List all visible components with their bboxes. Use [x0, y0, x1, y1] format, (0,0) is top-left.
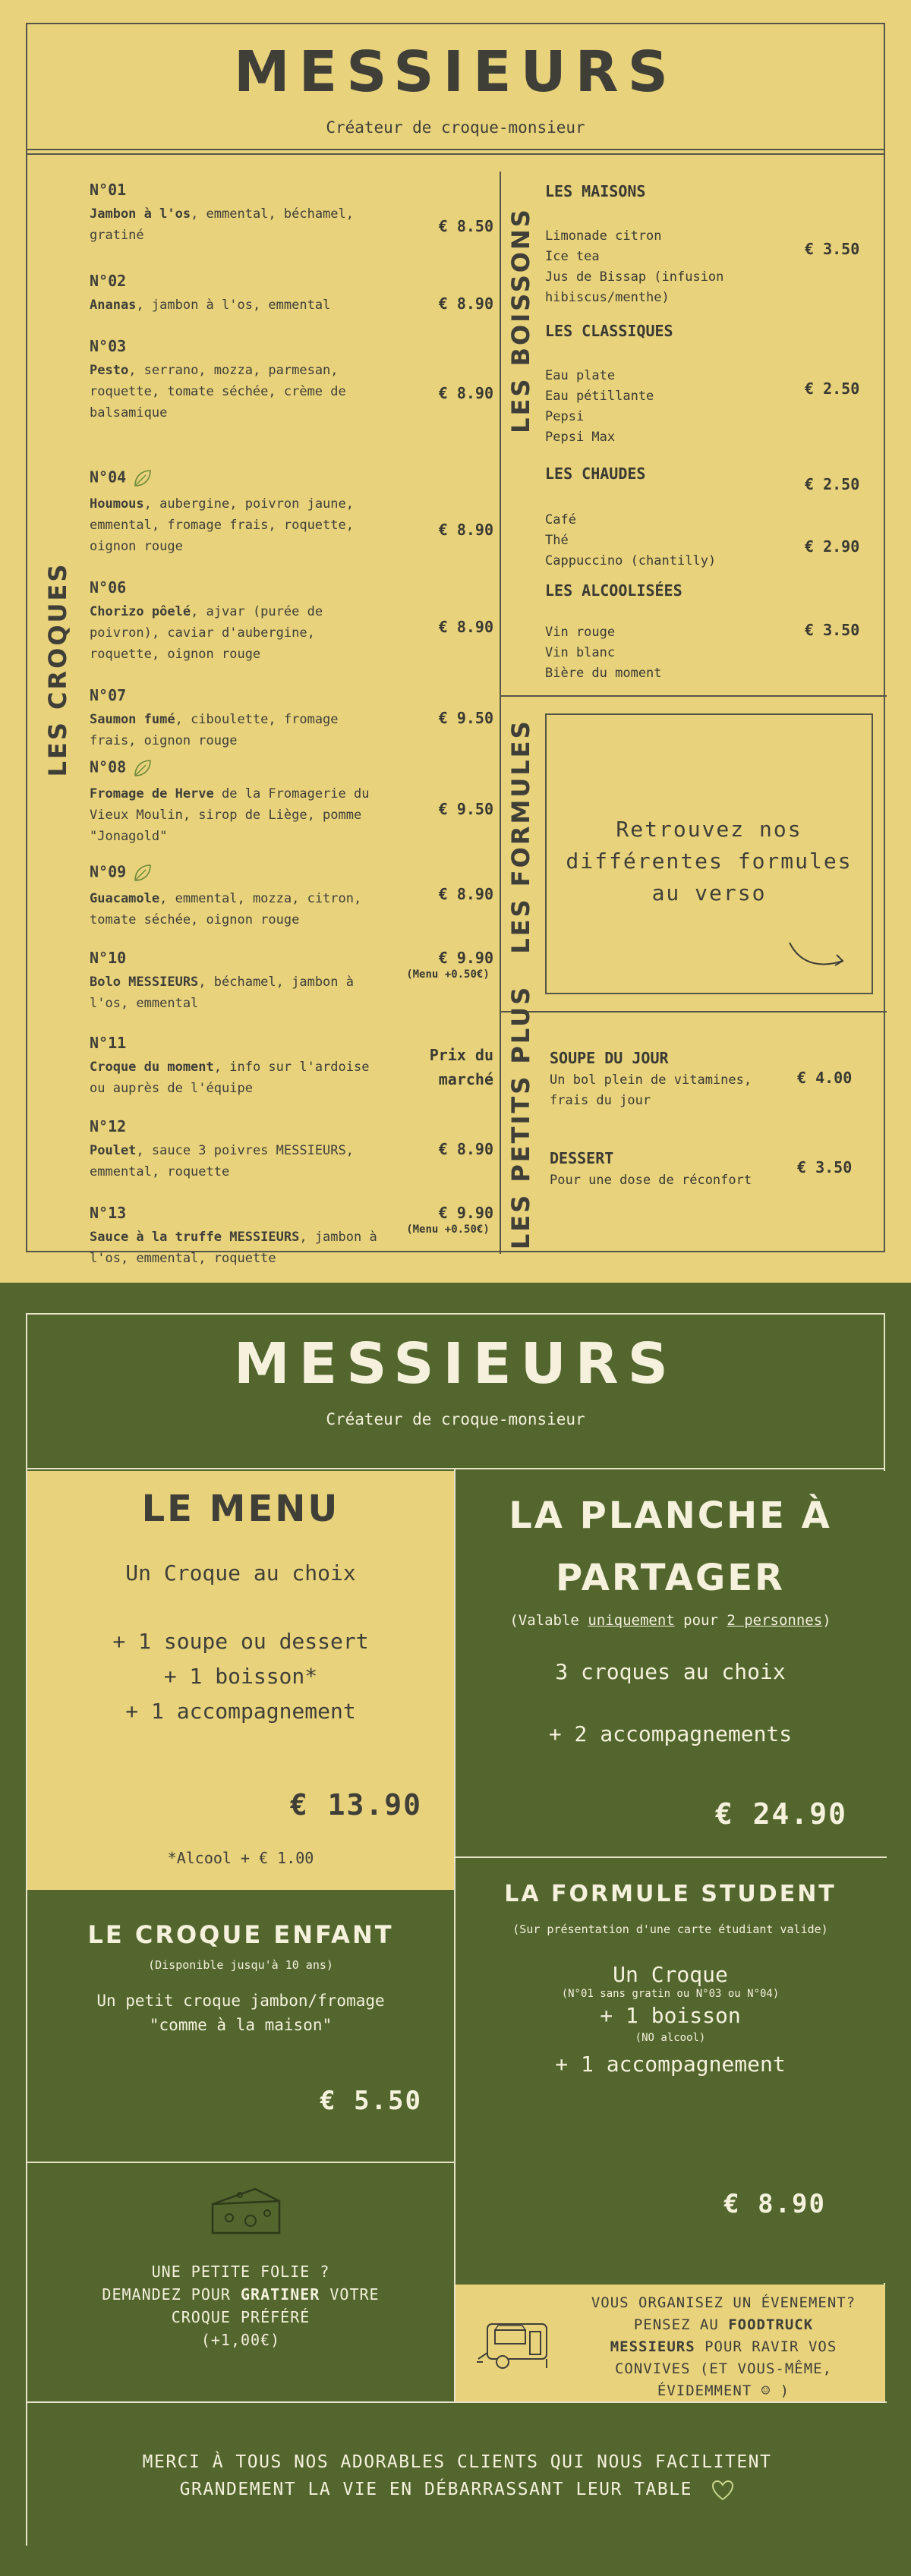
croque-description: Poulet, sauce 3 poivres MESSIEURS, emmental, roquette [90, 1143, 354, 1179]
brand-tagline: Créateur de croque-monsieur [326, 1410, 585, 1428]
brand-title: MESSIEURS [234, 39, 677, 105]
boissons-section-label: LES BOISSONS [506, 207, 535, 433]
croque-description: Sauce à la truffe MESSIEURS, jambon à l'os, emmental, roquette [90, 1230, 377, 1266]
formule-student-note: (Sur présentation d'une carte étudiant valide) [512, 1923, 828, 1936]
le-menu-title: LE MENU [141, 1488, 340, 1530]
front-frame [26, 23, 885, 1266]
croque-enfant-price: € 5.50 [320, 2086, 422, 2116]
croque-number: N°12 [90, 1117, 127, 1135]
heart-icon [711, 2480, 734, 2501]
dessert-description: Pour une dose de réconfort [550, 1173, 752, 1188]
planche-line: 3 croques au choix [555, 1659, 786, 1684]
maisons-price: € 3.50 [805, 240, 860, 258]
croque-description: Guacamole, emmental, mozza, citron, tomate séchée, oignon rouge [90, 891, 362, 927]
le-menu-note: *Alcool + € 1.00 [167, 1849, 314, 1867]
soupe-description: Un bol plein de vitamines, frais du jour [550, 1072, 752, 1108]
classiques-title: LES CLASSIQUES [545, 322, 673, 340]
croque-price: € 8.50 [438, 217, 493, 235]
le-menu-line: + 1 boisson* [163, 1664, 318, 1689]
arrow-icon [786, 938, 847, 968]
croque-description: Pesto, serrano, mozza, parmesan, roquette, tomate séchée, crème de balsamique [90, 363, 346, 420]
croque-price: € 8.90 [438, 521, 493, 539]
croque-enfant-note: (Disponible jusqu'à 10 ans) [148, 1958, 333, 1972]
croque-description: Jambon à l'os, emmental, béchamel, gratiné [90, 206, 354, 243]
back-frame [26, 1313, 885, 2546]
croque-item [90, 1034, 500, 1099]
brand-title: MESSIEURS [234, 1331, 677, 1397]
menu-page-front [0, 0, 911, 1283]
evenement-panel [456, 2285, 885, 2401]
croque-item [90, 686, 500, 751]
planche-panel [456, 1471, 885, 1856]
croque-description: Houmous, aubergine, poivron jaune, emmental, fromage frais, roquette, oignon rouge [90, 496, 354, 554]
croque-number: N°09 [90, 862, 500, 883]
croque-description: Fromage de Herve de la Fromagerie du Vieux Moulin, sirop de Liège, pomme "Jonagold" [90, 786, 370, 844]
formules-text: Retrouvez nos différentes formules au verso [566, 817, 853, 905]
croque-number: N°02 [90, 272, 127, 290]
croque-price: € 9.50 [438, 800, 493, 818]
formule-student-line: Un Croque [613, 1962, 728, 1987]
le-menu-line: Un Croque au choix [125, 1560, 356, 1586]
front-header [27, 24, 884, 155]
formule-student-line: + 1 boisson [600, 2003, 741, 2028]
croque-number: N°07 [90, 686, 127, 704]
planche-title: LA PLANCHE À PARTAGER [509, 1494, 832, 1599]
croque-item [90, 468, 500, 557]
croque-price: € 9.50 [438, 709, 493, 727]
alcoolisees-items: Vin rouge Vin blanc Bière du moment [545, 625, 662, 681]
croque-price: € 8.90 [438, 1140, 493, 1158]
classiques-price: € 2.50 [805, 379, 860, 398]
croques-section-label: LES CROQUES [43, 562, 72, 777]
formule-student-title: LA FORMULE STUDENT [504, 1881, 837, 1907]
leaf-icon [132, 862, 153, 883]
croque-price: Prix du marché [429, 1046, 493, 1088]
croque-item [90, 337, 500, 424]
croque-item [90, 757, 500, 847]
maisons-items: Limonade citron Ice tea Jus de Bissap (infusion hibiscus/menthe) [545, 228, 724, 305]
croque-number: N°04 [90, 468, 500, 489]
chaudes-price-2: € 2.90 [805, 537, 860, 556]
leaf-icon [132, 757, 153, 779]
croque-number: N°03 [90, 337, 127, 355]
cheese-icon [210, 2184, 282, 2236]
croque-number: N°10 [90, 949, 127, 967]
croque-description: Chorizo pôelé, ajvar (purée de poivron), caviar d'aubergine, roquette, oignon rouge [90, 604, 323, 662]
croque-number: N°13 [90, 1204, 127, 1222]
croque-item [90, 862, 500, 931]
croque-price: € 9.90 (Menu +0.50€) [406, 949, 493, 981]
le-menu-line: + 1 accompagnement [125, 1699, 356, 1724]
classiques-items: Eau plate Eau pétillante Pepsi Pepsi Max [545, 368, 654, 445]
croque-description: Bolo MESSIEURS, béchamel, jambon à l'os, emmental [90, 975, 354, 1011]
petits-plus-section-label: LES PETITS PLUS [506, 984, 535, 1250]
chaudes-price-1: € 2.50 [805, 475, 860, 493]
merci-panel [27, 2403, 887, 2546]
croque-description: Ananas, jambon à l'os, emmental [90, 298, 331, 313]
formule-student-price: € 8.90 [723, 2189, 826, 2219]
croque-description: Saumon fumé, ciboulette, fromage frais, oignon rouge [90, 712, 339, 748]
maisons-title: LES MAISONS [545, 182, 646, 200]
evenement-text: VOUS ORGANISEZ UN ÉVENEMENT? PENSEZ AU FOODTRUCK MESSIEURS POUR RAVIR VOS CONVIVES (ET VOUS-MÊME, ÉVIDEMMENT ☺ ) [591, 2294, 856, 2399]
foodtruck-icon [475, 2315, 559, 2373]
croque-price: € 8.90 [438, 294, 493, 313]
croque-item [90, 578, 500, 665]
formules-box [545, 713, 873, 994]
croque-price: € 8.90 [438, 618, 493, 636]
chaudes-items: Café Thé Cappuccino (chantilly) [545, 512, 717, 568]
planche-note: (Valable uniquement pour 2 personnes) [509, 1612, 831, 1629]
planche-price: € 24.90 [714, 1797, 847, 1831]
croque-enfant-panel [27, 1891, 454, 2162]
croque-enfant-title: LE CROQUE ENFANT [87, 1920, 394, 1949]
croque-price: € 9.90 (Menu +0.50€) [406, 1204, 493, 1236]
formule-student-panel [456, 1858, 885, 2283]
croque-price: € 8.90 [438, 885, 493, 903]
dessert-price: € 3.50 [797, 1158, 853, 1176]
column-divider [500, 172, 501, 1254]
croque-number: N°06 [90, 578, 127, 597]
petite-folie-text: UNE PETITE FOLIE ? DEMANDEZ POUR GRATINER VOTRE CROQUE PRÉFÉRÉ (+1,00€) [102, 2263, 380, 2349]
chaudes-title: LES CHAUDES [545, 464, 646, 483]
croque-item [90, 1117, 500, 1183]
back-header [27, 1315, 884, 1469]
le-menu-line: + 1 soupe ou dessert [112, 1629, 369, 1654]
leaf-icon [132, 468, 153, 489]
divider-line [500, 1011, 887, 1012]
croque-price: € 8.90 [438, 384, 493, 402]
petite-folie-panel [27, 2163, 454, 2401]
merci-text: MERCI À TOUS NOS ADORABLES CLIENTS QUI NOUS FACILITENT GRANDEMENT LA VIE EN DÉBARRASSANT LEUR TABLE [142, 2452, 772, 2499]
soupe-price: € 4.00 [797, 1069, 853, 1087]
le-menu-price: € 13.90 [289, 1788, 422, 1822]
formule-student-line: + 1 accompagnement [555, 2052, 786, 2077]
croque-description: Croque du moment, info sur l'ardoise ou auprès de l'équipe [90, 1060, 370, 1096]
le-menu-panel [27, 1471, 454, 1890]
croque-item [90, 272, 500, 316]
croque-item [90, 181, 500, 246]
formule-student-subnote: (N°01 sans gratin ou N°03 ou N°04) [561, 1988, 780, 2000]
croque-enfant-description: Un petit croque jambon/fromage "comme à la maison" [96, 1992, 385, 2034]
menu-page-back [0, 1283, 911, 2576]
croque-item [90, 949, 500, 1014]
alcoolisees-price: € 3.50 [805, 621, 860, 639]
soupe-title: SOUPE DU JOUR [550, 1049, 669, 1067]
formule-student-subnote: (NO alcool) [635, 2032, 706, 2044]
croque-item [90, 1204, 500, 1269]
alcoolisees-title: LES ALCOOLISÉES [545, 581, 682, 600]
divider-line [500, 695, 887, 697]
croque-number: N°11 [90, 1034, 127, 1052]
brand-tagline: Créateur de croque-monsieur [326, 118, 585, 137]
planche-line: + 2 accompagnements [548, 1721, 793, 1746]
croque-number: N°08 [90, 757, 500, 779]
dessert-title: DESSERT [550, 1149, 614, 1167]
croque-number: N°01 [90, 181, 127, 199]
formules-section-label: LES FORMULES [506, 719, 535, 954]
